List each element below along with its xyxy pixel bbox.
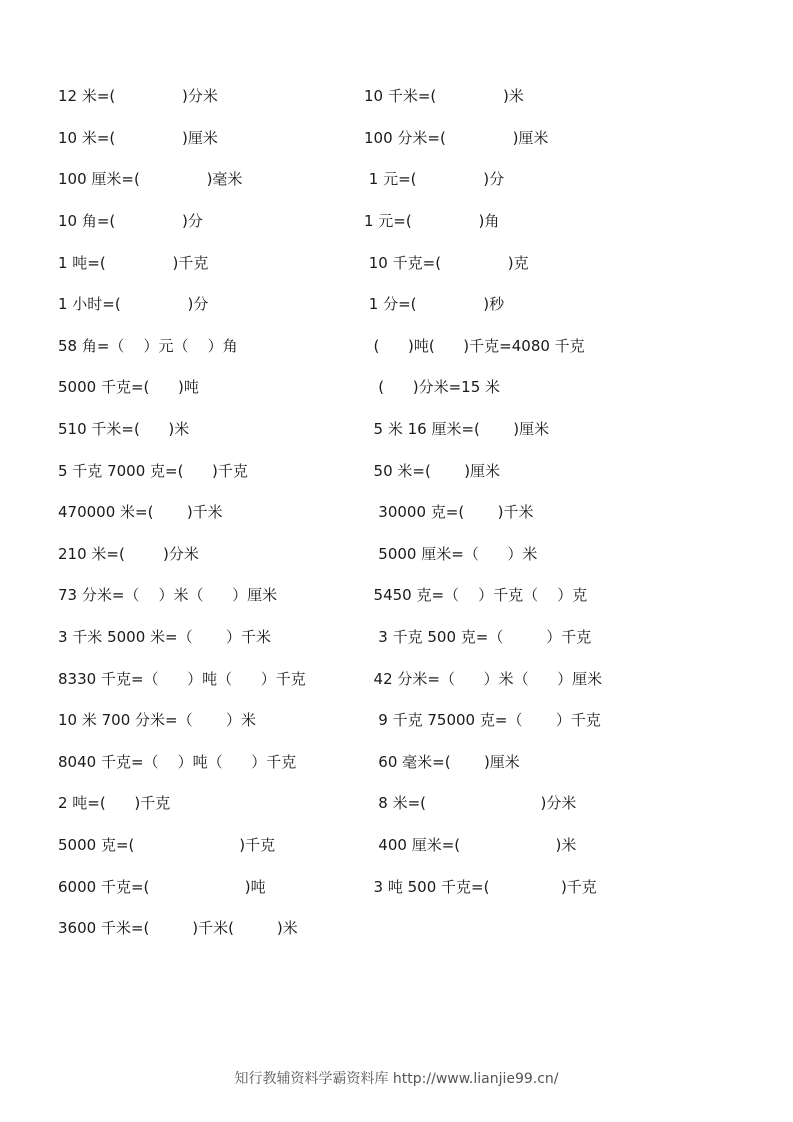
problem-row [0, 251, 793, 275]
problem-left: 10 米=( )厘米 [58, 129, 218, 147]
problem-right: 10 千米=( )米 [364, 87, 524, 105]
problem-row [0, 791, 793, 815]
problem-row [0, 84, 793, 108]
problem-row [0, 625, 793, 649]
problem-left: 510 千米=( )米 [58, 420, 190, 438]
problem-right: 1 元=( )分 [364, 170, 505, 188]
problem-right: 50 米=( )厘米 [364, 462, 501, 480]
problem-right: 400 厘米=( )米 [364, 836, 577, 854]
problem-left: 10 米 700 分米=（ ）米 [58, 711, 256, 729]
problem-left: 3600 千米=( )千米( )米 [58, 919, 298, 937]
problem-row [0, 500, 793, 524]
problem-left: 73 分米=（ ）米（ ）厘米 [58, 586, 278, 604]
problem-row [0, 209, 793, 233]
problem-left: 8330 千克=（ ）吨（ ）千克 [58, 670, 306, 688]
problem-left: 3 千米 5000 米=（ ）千米 [58, 628, 271, 646]
problem-row [0, 542, 793, 566]
problem-row [0, 375, 793, 399]
problem-row [0, 833, 793, 857]
problem-right: 1 分=( )秒 [364, 295, 505, 313]
problem-right: 1 元=( )角 [364, 212, 500, 230]
problem-right: ( )吨( )千克=4080 千克 [364, 337, 585, 355]
problem-right: 30000 克=( )千米 [364, 503, 534, 521]
problem-row [0, 667, 793, 691]
problem-left: 1 吨=( )千克 [58, 254, 209, 272]
problem-left: 470000 米=( )千米 [58, 503, 223, 521]
problem-left: 2 吨=( )千克 [58, 794, 171, 812]
problem-right: 100 分米=( )厘米 [364, 129, 549, 147]
problem-left: 100 厘米=( )毫米 [58, 170, 243, 188]
problem-right: 42 分米=（ ）米（ ）厘米 [364, 670, 603, 688]
problem-row [0, 583, 793, 607]
problem-left: 12 米=( )分米 [58, 87, 218, 105]
problem-left: 5 千克 7000 克=( )千克 [58, 462, 248, 480]
problem-row [0, 417, 793, 441]
problem-left: 5000 千克=( )吨 [58, 378, 199, 396]
problem-row [0, 167, 793, 191]
problem-right: 5000 厘米=（ ）米 [364, 545, 538, 563]
problem-right: 8 米=( )分米 [364, 794, 577, 812]
problem-left: 1 小时=( )分 [58, 295, 209, 313]
problem-left: 10 角=( )分 [58, 212, 203, 230]
problem-left: 8040 千克=（ ）吨（ ）千克 [58, 753, 297, 771]
problem-right: 3 吨 500 千克=( )千克 [364, 878, 597, 896]
footer-watermark: 知行教辅资料学霸资料库 http://www.lianjie99.cn/ [234, 1071, 559, 1087]
problem-right: 10 千克=( )克 [364, 254, 529, 272]
problem-row [0, 750, 793, 774]
problem-right: ( )分米=15 米 [364, 378, 501, 396]
problem-left: 210 米=( )分米 [58, 545, 199, 563]
problem-row [0, 459, 793, 483]
problem-right: 60 毫米=( )厘米 [364, 753, 520, 771]
problem-right: 3 千克 500 克=（ ）千克 [364, 628, 592, 646]
problem-left: 5000 克=( )千克 [58, 836, 276, 854]
problem-row [0, 916, 793, 940]
problem-right: 5 米 16 厘米=( )厘米 [364, 420, 550, 438]
problem-left: 58 角=（ ）元（ ）角 [58, 337, 238, 355]
problem-row [0, 875, 793, 899]
problem-left: 6000 千克=( )吨 [58, 878, 266, 896]
problem-right: 9 千克 75000 克=（ ）千克 [364, 711, 601, 729]
problem-row [0, 708, 793, 732]
problem-row [0, 334, 793, 358]
problem-row [0, 126, 793, 150]
problem-row [0, 292, 793, 316]
problem-right: 5450 克=（ ）千克（ ）克 [364, 586, 588, 604]
